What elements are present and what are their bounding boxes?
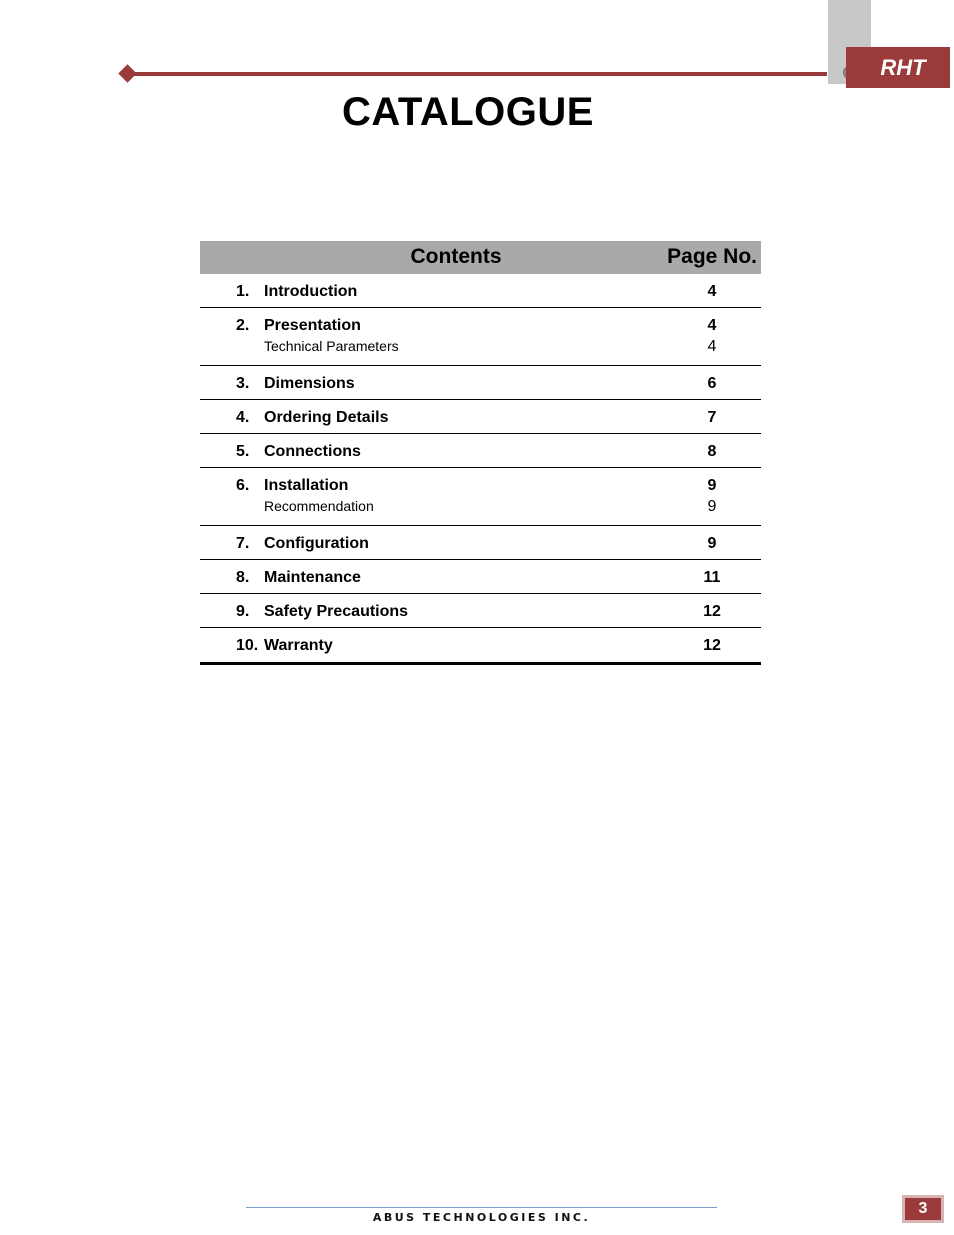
toc-row[interactable] — [200, 400, 761, 434]
footer-company-name: ABUS TECHNOLOGIES INC. — [372, 1211, 591, 1224]
brand-label: RHT — [846, 47, 950, 88]
toc-page: 9 — [707, 535, 717, 552]
toc-number: 6. — [236, 477, 250, 494]
toc-title: Connections — [264, 443, 361, 460]
toc-title: Maintenance — [264, 569, 361, 586]
toc-title: Configuration — [264, 535, 369, 552]
footer-rule — [246, 1207, 717, 1208]
toc-row[interactable] — [200, 468, 761, 526]
toc-page: 8 — [707, 443, 717, 460]
toc-title: Warranty — [264, 637, 333, 654]
toc-page: 4 — [707, 317, 717, 334]
toc-row[interactable] — [200, 434, 761, 468]
toc-number: 2. — [236, 317, 250, 334]
toc-number: 3. — [236, 375, 250, 392]
toc-title: Presentation — [264, 317, 361, 334]
toc-page: 7 — [707, 409, 717, 426]
toc-title: Ordering Details — [264, 409, 389, 426]
toc-title: Safety Precautions — [264, 603, 409, 620]
toc-title: Introduction — [264, 283, 358, 300]
toc-subtitle: Recommendation — [264, 498, 374, 514]
toc-header — [200, 241, 761, 274]
toc-subpage: 4 — [707, 338, 717, 355]
page-no-heading: Page No. — [667, 245, 757, 268]
toc-page: 12 — [703, 603, 721, 620]
toc-title: Installation — [264, 477, 349, 494]
toc-page: 6 — [707, 375, 717, 392]
toc-number: 9. — [236, 603, 250, 620]
table-of-contents — [200, 241, 761, 665]
toc-subpage: 9 — [707, 498, 717, 515]
toc-subtitle: Technical Parameters — [264, 338, 399, 354]
toc-row[interactable] — [200, 560, 761, 594]
toc-number: 4. — [236, 409, 250, 426]
toc-number: 8. — [236, 569, 250, 586]
toc-number: 5. — [236, 443, 250, 460]
toc-page: 9 — [707, 477, 717, 494]
toc-title: Dimensions — [264, 375, 355, 392]
toc-page: 4 — [707, 283, 717, 300]
page-title: CATALOGUE — [342, 90, 594, 134]
toc-row[interactable] — [200, 594, 761, 628]
toc-row[interactable] — [200, 526, 761, 560]
toc-row[interactable] — [200, 366, 761, 400]
toc-number: 10. — [236, 637, 259, 654]
page-number-badge: 3 — [902, 1195, 944, 1223]
toc-row[interactable] — [200, 274, 761, 308]
contents-heading: Contents — [410, 245, 502, 268]
toc-number: 7. — [236, 535, 250, 552]
toc-row[interactable] — [200, 628, 761, 665]
toc-number: 1. — [236, 283, 250, 300]
toc-page: 11 — [703, 569, 721, 586]
diamond-icon — [118, 64, 136, 82]
toc-page: 12 — [703, 637, 721, 654]
toc-row[interactable] — [200, 308, 761, 366]
header-rule — [127, 72, 827, 76]
